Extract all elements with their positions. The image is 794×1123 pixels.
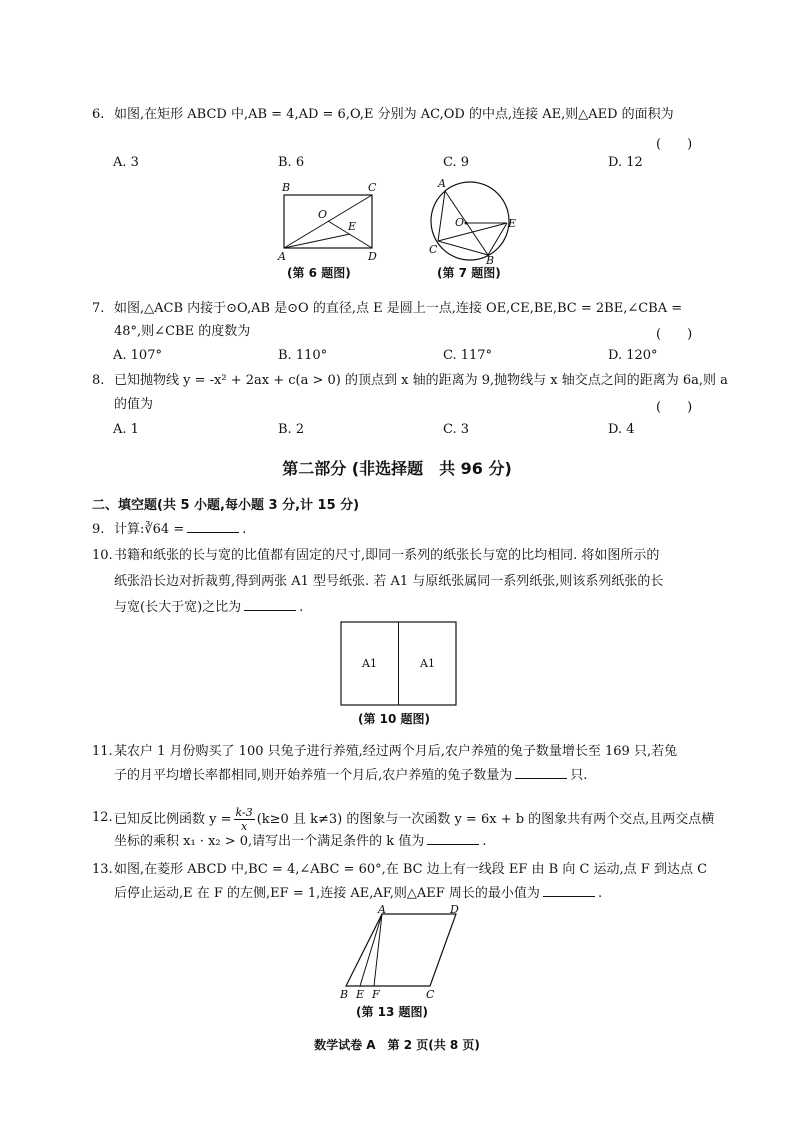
option-b: B. 110° bbox=[278, 348, 328, 363]
question-text-pre: 已知反比例函数 y = bbox=[114, 812, 232, 827]
question-number: 9. bbox=[92, 522, 105, 537]
question-text-post: (k≥0 且 k≠3) 的图象与一次函数 y = 6x + b 的图象共有两个交点,且两交点横 bbox=[256, 812, 715, 827]
answer-paren: ( ) bbox=[656, 137, 693, 152]
question-line-2: 48°,则∠CBE 的度数为 bbox=[114, 324, 251, 339]
label-d: D bbox=[368, 250, 377, 262]
label-b: B bbox=[486, 254, 495, 265]
label-e: E bbox=[508, 217, 517, 230]
segment-af bbox=[374, 914, 382, 986]
question-number: 11. bbox=[92, 744, 113, 759]
question-number: 7. bbox=[92, 301, 105, 316]
figure-10-paper bbox=[340, 621, 458, 707]
label-o: O bbox=[318, 208, 328, 221]
figure-6-caption: (第 6 题图) bbox=[287, 266, 351, 280]
label-b: B bbox=[282, 181, 291, 194]
question-number: 8. bbox=[92, 373, 105, 388]
segment-ae bbox=[360, 914, 382, 986]
fraction-numerator: k-3 bbox=[235, 806, 253, 819]
question-text bbox=[114, 518, 724, 541]
answer-blank[interactable] bbox=[515, 778, 567, 779]
answer-paren: ( ) bbox=[656, 327, 693, 342]
label-c: C bbox=[368, 181, 377, 194]
question-number: 12. bbox=[92, 810, 113, 825]
label-d: D bbox=[450, 904, 459, 916]
question-text-post: . bbox=[242, 522, 247, 537]
label-a: A bbox=[278, 250, 286, 262]
chord-ce bbox=[438, 223, 507, 241]
question-text-pre: 与宽(长大于宽)之比为 bbox=[114, 600, 242, 615]
question-text-post: . bbox=[597, 886, 603, 901]
question-number: 13. bbox=[92, 862, 113, 877]
question-text-pre: 坐标的乘积 x₁ · x₂ > 0,请写出一个满足条件的 k 值为 bbox=[114, 834, 425, 849]
label-a: A bbox=[438, 177, 446, 190]
option-d: D. 120° bbox=[608, 348, 658, 363]
chord-ac bbox=[438, 191, 445, 241]
figure-10-caption: (第 10 题图) bbox=[358, 712, 431, 726]
answer-blank[interactable] bbox=[187, 532, 239, 533]
question-number: 6. bbox=[92, 107, 105, 122]
figure-13-caption: (第 13 题图) bbox=[356, 1005, 429, 1019]
question-line-2: 的值为 bbox=[114, 397, 154, 412]
answer-blank[interactable] bbox=[244, 610, 296, 611]
option-b: B. 2 bbox=[278, 422, 305, 437]
answer-paren: ( ) bbox=[656, 400, 693, 415]
question-line-2: 纸张沿长边对折裁剪,得到两张 A1 型号纸张. 若 A1 与原纸张属同一系列纸张,则该系列纸张的长 bbox=[114, 574, 664, 589]
figure-7-caption: (第 7 题图) bbox=[437, 266, 501, 280]
fraction bbox=[234, 806, 255, 833]
option-c: C. 117° bbox=[443, 348, 493, 363]
rhombus-abcd bbox=[346, 914, 456, 986]
circle-o bbox=[431, 182, 509, 260]
question-line-1: 如图,在菱形 ABCD 中,BC = 4,∠ABC = 60°,在 BC 边上有一线段 EF 由 B 向 C 运动,点 F 到达点 C bbox=[114, 862, 708, 877]
question-text: 如图,在矩形 ABCD 中,AB = 4,AD = 6,O,E 分别为 AC,OD 的中点,连接 AE,则△AED 的面积为 bbox=[114, 107, 674, 122]
label-a: A bbox=[378, 904, 386, 916]
option-a: A. 3 bbox=[113, 155, 139, 170]
option-a: A. 107° bbox=[113, 348, 162, 363]
question-number: 10. bbox=[92, 548, 113, 563]
question-line-1: 某农户 1 月份购买了 100 只兔子进行养殖,经过两个月后,农户养殖的兔子数量增长至 169 只,若兔 bbox=[114, 744, 678, 759]
question-line-1: 书籍和纸张的长与宽的比值都有固定的尺寸,即同一系列的纸张长与宽的比均相同. 将如图所示的 bbox=[114, 548, 660, 563]
figure-13-rhombus bbox=[336, 904, 468, 1000]
center-point bbox=[465, 222, 468, 225]
answer-blank[interactable] bbox=[543, 896, 595, 897]
figure-7-circle bbox=[424, 175, 520, 265]
question-text-pre: 子的月平均增长率都相同,则开始养殖一个月后,农户养殖的兔子数量为 bbox=[114, 768, 513, 783]
question-line-2 bbox=[114, 830, 724, 853]
option-c: C. 3 bbox=[443, 422, 470, 437]
option-b: B. 6 bbox=[278, 155, 305, 170]
label-e: E bbox=[348, 220, 357, 233]
question-line-2 bbox=[114, 882, 724, 905]
part-2-heading: 第二部分 (非选择题 共 96 分) bbox=[282, 459, 512, 478]
option-d: D. 4 bbox=[608, 422, 635, 437]
question-text-post: 只. bbox=[570, 768, 588, 783]
label-left-a1: A1 bbox=[362, 657, 377, 670]
option-d: D. 12 bbox=[608, 155, 643, 170]
question-text-pre: 计算:∛64 = bbox=[114, 522, 185, 537]
question-line-1: 如图,△ACB 内接于⊙O,AB 是⊙O 的直径,点 E 是圆上一点,连接 OE,CE,BE,BC = 2BE,∠CBA = bbox=[114, 301, 683, 316]
question-line-3 bbox=[114, 596, 724, 619]
question-text-pre: 后停止运动,E 在 F 的左侧,EF = 1,连接 AE,AF,则△AEF 周长的最小值为 bbox=[114, 886, 540, 901]
option-c: C. 9 bbox=[443, 155, 470, 170]
question-line-2 bbox=[114, 764, 724, 787]
fraction-denominator: x bbox=[241, 820, 248, 833]
option-a: A. 1 bbox=[113, 422, 139, 437]
segment-ae bbox=[284, 234, 350, 248]
label-o: O bbox=[455, 216, 465, 229]
question-text-post: . bbox=[482, 834, 487, 849]
label-f: F bbox=[372, 988, 380, 1000]
question-text-post: . bbox=[299, 600, 304, 615]
page-footer: 数学试卷 A 第 2 页(共 8 页) bbox=[314, 1038, 480, 1052]
label-c: C bbox=[429, 243, 438, 256]
figure-6-rectangle bbox=[276, 180, 386, 262]
label-b: B bbox=[340, 988, 349, 1000]
question-line-1: 已知抛物线 y = -x² + 2ax + c(a > 0) 的顶点到 x 轴的距离为 9,抛物线与 x 轴交点之间的距离为 6a,则 a bbox=[114, 373, 728, 388]
label-c: C bbox=[426, 988, 435, 1000]
label-right-a1: A1 bbox=[420, 657, 435, 670]
answer-blank[interactable] bbox=[427, 844, 479, 845]
question-line-1 bbox=[114, 806, 724, 833]
label-e: E bbox=[356, 988, 365, 1000]
section-2-heading: 二、填空题(共 5 小题,每小题 3 分,计 15 分) bbox=[92, 498, 360, 513]
